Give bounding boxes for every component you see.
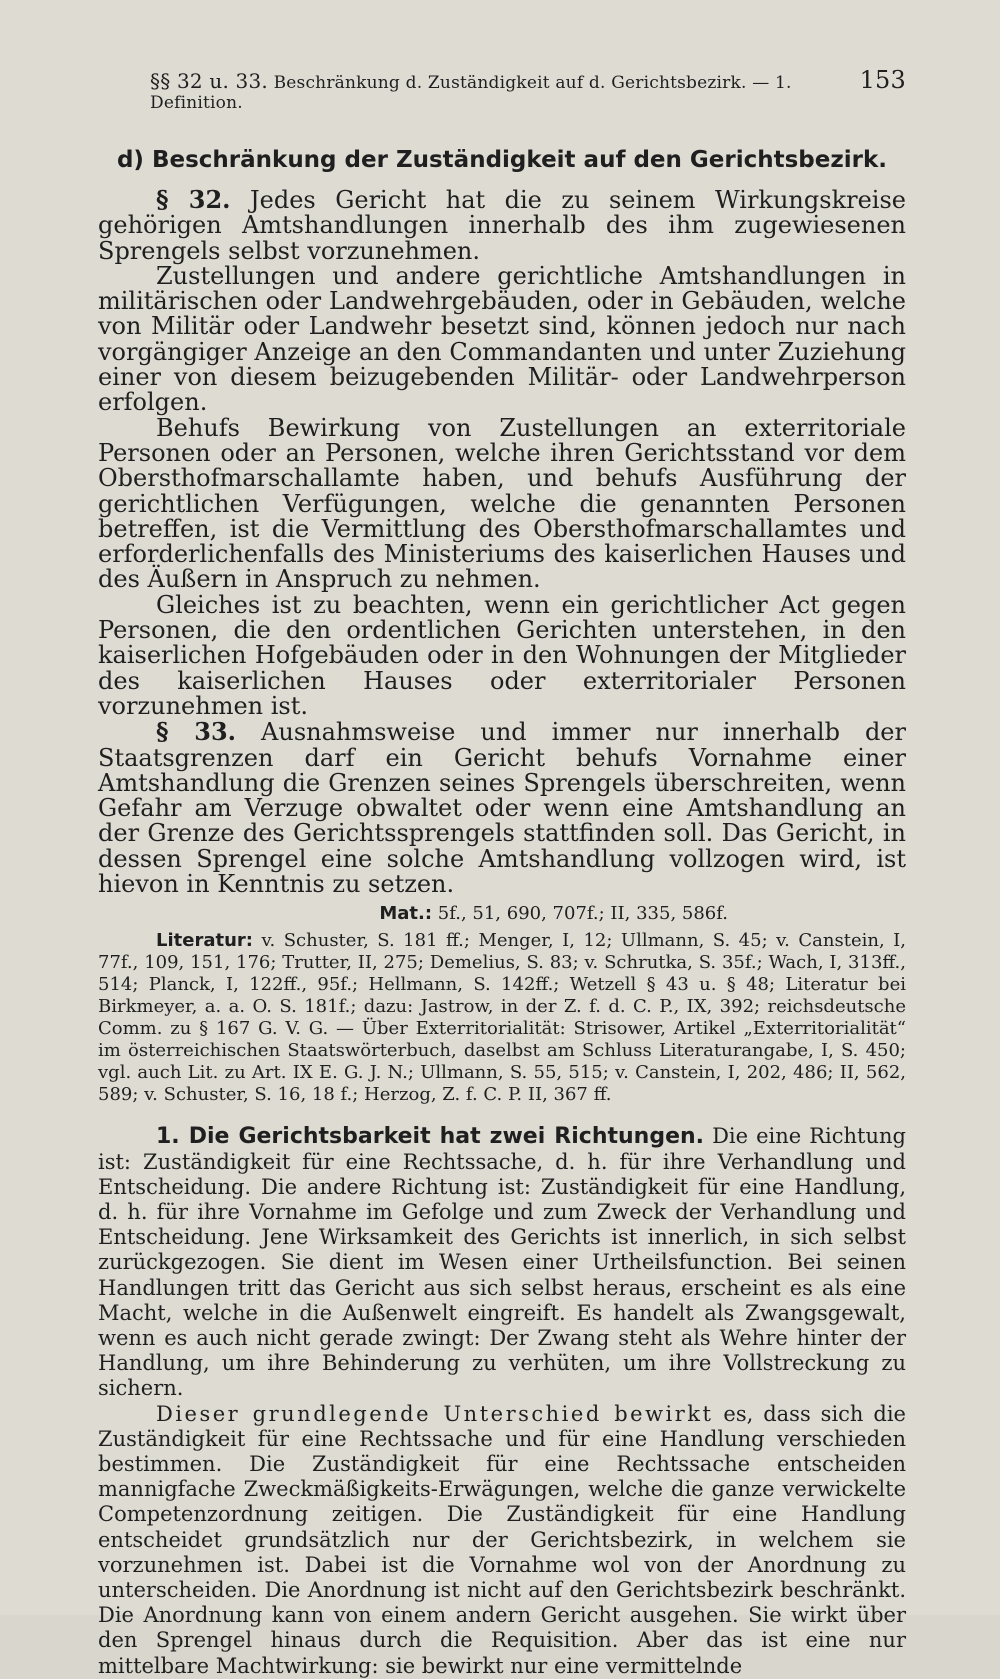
paragraph-text: Ausnahmsweise und immer nur innerhalb der Staatsgrenzen darf ein Gericht behufs Vornahme einer Amtshandlung die Grenzen seines Sprengels überschreiten, wenn Gefahr am Verzuge obwaltet oder wenn eine Amtshandlung an der Grenze des Gerichtssprengels stattfinden soll. Das Gericht, in dessen Sprengel eine solche Amtshandlung vollzogen wird, ist hievon in Kenntnis zu setzen. <box>98 718 906 899</box>
paragraph-33 <box>98 719 906 897</box>
commentary <box>98 1124 906 1678</box>
running-head-topic: Beschränkung d. Zuständigkeit auf d. Gerichtsbezirk. — 1. Definition. <box>150 73 792 113</box>
materials-label: Mat.: <box>379 903 433 925</box>
paragraph-text: Jedes Gericht hat die zu seinem Wirkungskreise gehörigen Amtshandlungen innerhalb des ihm zugewiesenen Sprengels selbst vorzunehmen. <box>98 186 906 265</box>
literature-label: Literatur: <box>156 930 253 952</box>
commentary-text: Die eine Richtung ist: Zuständigkeit für eine Rechtssache, d. h. für ihre Verhandlung und Entscheidung. Die andere Richtung ist: Zuständigkeit für eine Handlung, d. h. für ihre Vornahme im Gefolge und zum Zweck der Verhandlung und Entscheidung. Jene Wirksamkeit des Gerichts ist innerlich, in sich selbst zurückgezogen. Sie dient im Wesen einer Urtheilsfunction. Bei seinen Handlungen tritt das Gericht aus sich selbst heraus, erscheint es als eine Macht, welche in die Außenwelt eingreift. Es handelt als Zwangsgewalt, wenn es auch nicht gerade zwingt: Der Zwang steht als Wehre hinter der Handlung, um ihre Behinderung zu verhüten, um ihre Vollstreckung zu sichern. <box>98 1124 906 1401</box>
section-title: d) Beschränkung der Zuständigkeit auf den Gerichtsbezirk. <box>116 147 888 173</box>
running-head <box>150 66 906 113</box>
commentary-paragraph-2 <box>98 1402 906 1679</box>
commentary-heading: 1. Die Gerichtsbarkeit hat zwei Richtungen. <box>156 1124 705 1150</box>
paragraph-32-4: Gleiches ist zu beachten, wenn ein gerichtlicher Act gegen Personen, die den ordentlichen Gerichten unterstehen, in den kaiserlichen Hofgebäuden oder in den Wohnungen der Mitglieder des kaiserlichen Hauses oder exterritorialer Personen vorzunehmen ist. <box>98 590 906 720</box>
paragraph-32-3: Behufs Bewirkung von Zustellungen an exterritoriale Personen oder an Personen, welche ihren Gerichtsstand vor dem Obersthofmarschallamte haben, und behufs Ausführung der gerichtlichen Verfügungen, welche die genannten Personen betreffen, ist die Vermittlung des Obersthofmarschallamtes und erforderlichenfalls des Ministeriums des kaiserlichen Hauses und des Äußern in Anspruch zu nehmen. <box>98 413 906 594</box>
emphasized-text: Dieser grundlegende Unterschied bewirkt <box>156 1401 714 1426</box>
page-content <box>98 66 906 1679</box>
page-number: 153 <box>859 66 906 94</box>
paragraph-32 <box>98 187 906 264</box>
paragraph-32-2: Zustellungen und andere gerichtliche Amtshandlungen in militärischen oder Landwehrgebäuden, oder in Gebäuden, welche von Militär oder Landwehr besetzt sind, können jedoch nur nach vorgängiger Anzeige an den Commandanten und unter Zuziehung einer von diesem beizugebenden Militär- oder Landwehrperson erfolgen. <box>98 261 906 417</box>
commentary-text: es, dass sich die Zuständigkeit für eine Rechtssache und für eine Handlung verschieden bestimmen. Die Zuständigkeit für eine Rechtssache entscheiden mannigfache Zweckmäßigkeits-Erwägungen, welche die ganze verwickelte Competenzordnung zeitigen. Die Zuständigkeit für eine Handlung entscheidet grundsätzlich nur der Gerichtsbezirk, in welchem sie vorzunehmen ist. Dabei ist die Vornahme wol von der Anordnung zu unterscheiden. Die Anordnung ist nicht auf den Gerichtsbezirk beschränkt. Die Anordnung kann von einem andern Gericht ausgehen. Sie wirkt über den Sprengel hinaus durch die Requisition. Aber das ist eine nur mittelbare Machtwirkung: sie bewirkt nur eine vermittelnde <box>98 1401 906 1678</box>
literature-text: v. Schuster, S. 181 ff.; Menger, I, 12; Ullmann, S. 45; v. Canstein, I, 77f., 109, 151, 176; Trutter, II, 275; Demelius, S. 83; v. Schrutka, S. 35f.; Wach, I, 313ff., 514; Planck, I, 122ff., 95f.; Hellmann, S. 142ff.; Wetzell § 43 u. § 48; Literatur bei Birkmeyer, a. a. O. S. 181f.; dazu: Jastrow, in der Z. f. d. C. P., IX, 392; reichsdeutsche Comm. zu § 167 G. V. G. — Über Exterritorialität: Strisower, Artikel „Exterritorialität“ im österreichischen Staatswörterbuch, daselbst am Schluss Literaturangabe, I, S. 450; vgl. auch Lit. zu Art. IX E. G. J. N.; Ullmann, S. 55, 515; v. Canstein, I, 202, 486; II, 562, 589; v. Schuster, S. 16, 18 f.; Herzog, Z. f. C. P. II, 367 ff. <box>98 930 906 1106</box>
literature-block <box>98 930 906 1106</box>
materials-text: 5f., 51, 690, 707f.; II, 335, 586f. <box>437 903 728 925</box>
commentary-paragraph-1 <box>98 1124 906 1401</box>
statute-text <box>98 187 906 897</box>
section-reference: §§ 32 u. 33. <box>150 69 268 93</box>
materials-reference <box>98 903 906 924</box>
paragraph-mark: § 33. <box>156 717 237 747</box>
paragraph-mark: § 32. <box>156 185 231 214</box>
running-head-left <box>150 69 860 113</box>
literature-paragraph <box>98 930 906 1106</box>
